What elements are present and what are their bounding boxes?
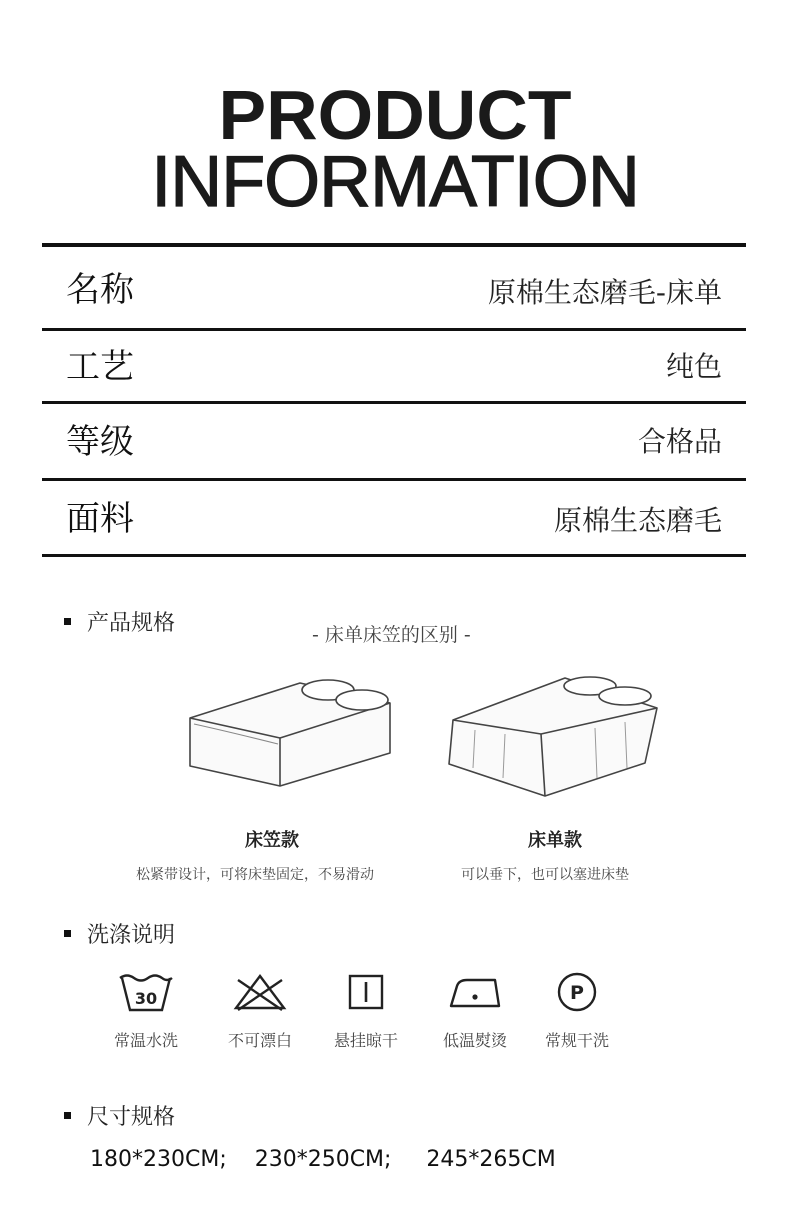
low-iron-icon xyxy=(447,970,503,1014)
row-label-grade: 等级 xyxy=(66,422,134,462)
bullet-marker xyxy=(64,1112,71,1119)
care-label-wash: 常温水洗 xyxy=(113,1031,178,1050)
care-section-heading xyxy=(64,918,175,949)
fitted-sheet-name: 床笠款 xyxy=(245,830,299,851)
flat-sheet-desc: 可以垂下，也可以塞进床垫 xyxy=(461,867,629,883)
spec-section-title: 产品规格 xyxy=(87,611,176,636)
care-item-no-bleach xyxy=(210,970,310,1051)
title-line-2: INFORMATION xyxy=(151,142,639,222)
row-label-craft: 工艺 xyxy=(66,347,134,387)
care-label-no-bleach: 不可漂白 xyxy=(227,1031,292,1050)
care-item-wash xyxy=(96,970,196,1051)
row-value-name: 原棉生态磨毛-床单 xyxy=(487,276,722,309)
table-divider xyxy=(42,401,746,404)
dry-clean-p-icon xyxy=(554,970,600,1014)
table-bottom-rule xyxy=(42,554,746,557)
spec-subtitle: - 床单床笠的区别 - xyxy=(312,624,471,646)
size-section-title: 尺寸规格 xyxy=(87,1105,176,1130)
row-label-fabric: 面料 xyxy=(66,499,134,539)
bullet-marker xyxy=(64,618,71,625)
flat-sheet-name: 床单款 xyxy=(528,830,582,851)
size-section-heading xyxy=(64,1100,175,1131)
row-label-name: 名称 xyxy=(66,270,134,310)
care-item-hang-dry xyxy=(316,970,416,1051)
care-label-hang-dry: 悬挂晾干 xyxy=(333,1031,398,1050)
care-item-dry-clean xyxy=(527,970,627,1051)
spec-section-heading xyxy=(64,606,175,637)
table-top-rule xyxy=(42,243,746,247)
table-divider xyxy=(42,328,746,331)
care-section-title: 洗涤说明 xyxy=(87,923,176,948)
care-item-iron xyxy=(425,970,525,1051)
row-value-grade: 合格品 xyxy=(637,425,722,458)
hang-dry-icon xyxy=(344,970,388,1014)
row-value-craft: 纯色 xyxy=(665,350,722,383)
flat-sheet-illustration xyxy=(445,668,665,803)
row-value-fabric: 原棉生态磨毛 xyxy=(553,504,722,537)
fitted-sheet-illustration xyxy=(180,668,400,798)
dry-clean-symbol: P xyxy=(570,982,584,1004)
size-list: 180*230CM; 230*250CM; 245*265CM xyxy=(90,1147,556,1172)
wash-temp-symbol: 30 xyxy=(134,989,158,1008)
bullet-marker xyxy=(64,930,71,937)
no-bleach-icon xyxy=(230,970,290,1014)
wash-30-icon xyxy=(118,970,174,1014)
care-label-iron: 低温熨烫 xyxy=(442,1031,507,1050)
table-divider xyxy=(42,478,746,481)
title-line-1: PRODUCT xyxy=(218,76,572,154)
care-label-dry-clean: 常规干洗 xyxy=(544,1031,609,1050)
fitted-sheet-desc: 松紧带设计，可将床垫固定，不易滑动 xyxy=(136,867,374,883)
